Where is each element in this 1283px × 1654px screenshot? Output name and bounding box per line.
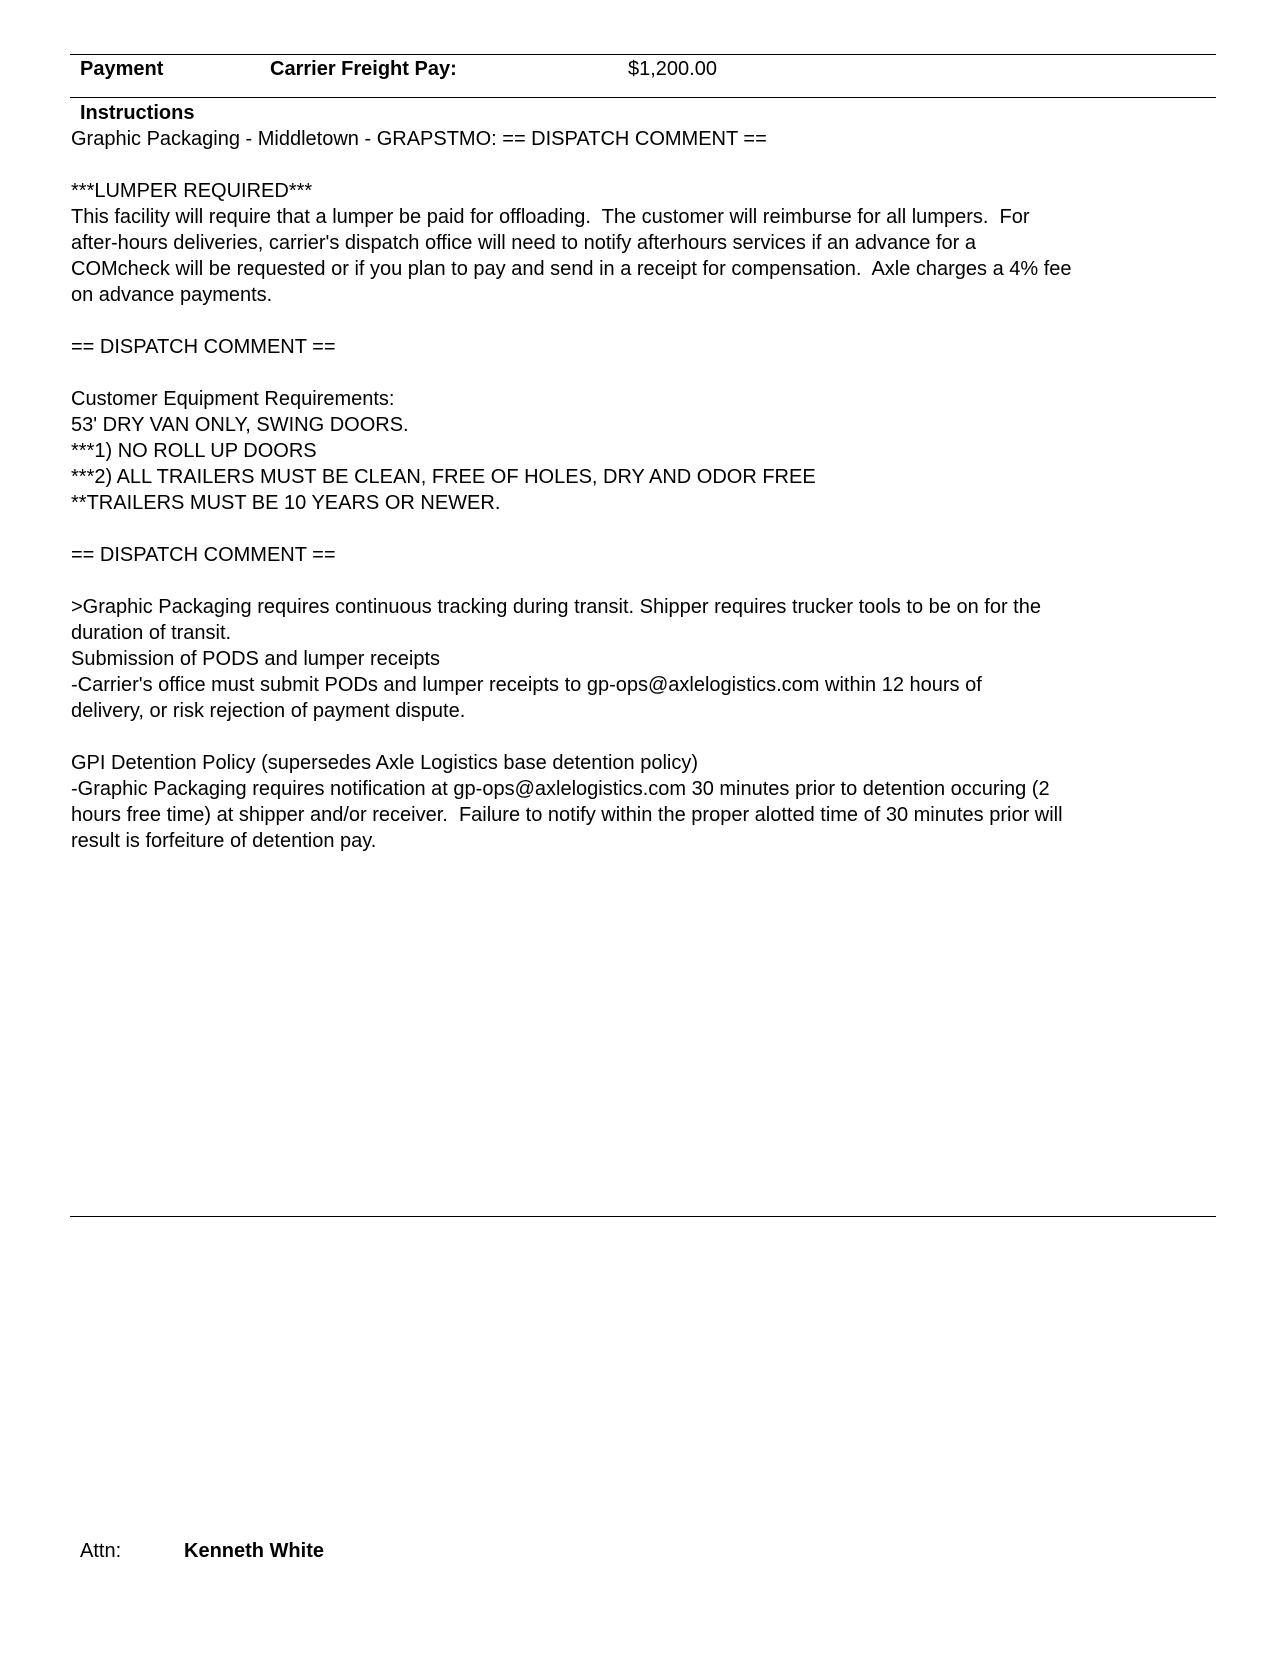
instruction-line: on advance payments. xyxy=(71,284,273,306)
instruction-line xyxy=(71,360,1216,386)
payment-section-label: Payment xyxy=(80,58,164,80)
instruction-line: **TRAILERS MUST BE 10 YEARS OR NEWER. xyxy=(71,492,501,514)
instruction-line: >Graphic Packaging requires continuous tracking during transit. Shipper requires trucker tools to be on for the xyxy=(71,596,1041,618)
instructions-heading: Instructions xyxy=(80,102,195,124)
instruction-line: ***LUMPER REQUIRED*** xyxy=(71,180,313,202)
instruction-line: Graphic Packaging - Middletown - GRAPSTMO: == DISPATCH COMMENT == xyxy=(71,128,767,150)
instruction-line: COMcheck will be requested or if you plan to pay and send in a receipt for compensation. Axle charges a 4% fee xyxy=(71,258,1072,280)
instruction-line: -Graphic Packaging requires notification at gp-ops@axlelogistics.com 30 minutes prior to detention occuring (2 xyxy=(71,778,1050,800)
instruction-line: delivery, or risk rejection of payment dispute. xyxy=(71,700,466,722)
instruction-line: Submission of PODS and lumper receipts xyxy=(71,648,441,670)
instruction-line: == DISPATCH COMMENT == xyxy=(71,544,336,566)
instruction-line: after-hours deliveries, carrier's dispatch office will need to notify afterhours services if an advance for a xyxy=(71,232,976,254)
attn-name: Kenneth White xyxy=(184,1540,324,1562)
top-divider xyxy=(70,54,1216,55)
carrier-freight-pay-value: $1,200.00 xyxy=(628,58,717,80)
instruction-line xyxy=(71,152,1216,178)
instruction-line: ***2) ALL TRAILERS MUST BE CLEAN, FREE OF HOLES, DRY AND ODOR FREE xyxy=(71,466,816,488)
instruction-line: Customer Equipment Requirements: xyxy=(71,388,395,410)
instruction-line: -Carrier's office must submit PODs and lumper receipts to gp-ops@axlelogistics.com within 12 hours of xyxy=(71,674,982,696)
instruction-line xyxy=(71,568,1216,594)
payment-divider xyxy=(70,97,1216,98)
instruction-line: GPI Detention Policy (supersedes Axle Logistics base detention policy) xyxy=(71,752,699,774)
instruction-line xyxy=(71,724,1216,750)
attn-label: Attn: xyxy=(80,1540,122,1562)
instruction-line: This facility will require that a lumper be paid for offloading. The customer will reimburse for all lumpers. For xyxy=(71,206,1030,228)
instruction-line xyxy=(71,516,1216,542)
bottom-divider xyxy=(70,1216,1216,1217)
instruction-line: == DISPATCH COMMENT == xyxy=(71,336,336,358)
instruction-line xyxy=(71,308,1216,334)
carrier-freight-pay-label: Carrier Freight Pay: xyxy=(270,58,457,80)
instruction-line: hours free time) at shipper and/or receiver. Failure to notify within the proper alotted time of 30 minutes prior will xyxy=(71,804,1063,826)
instructions-body xyxy=(71,126,1216,854)
instruction-line: duration of transit. xyxy=(71,622,232,644)
instruction-line: ***1) NO ROLL UP DOORS xyxy=(71,440,317,462)
instruction-line: result is forfeiture of detention pay. xyxy=(71,830,377,852)
instruction-line: 53' DRY VAN ONLY, SWING DOORS. xyxy=(71,414,409,436)
